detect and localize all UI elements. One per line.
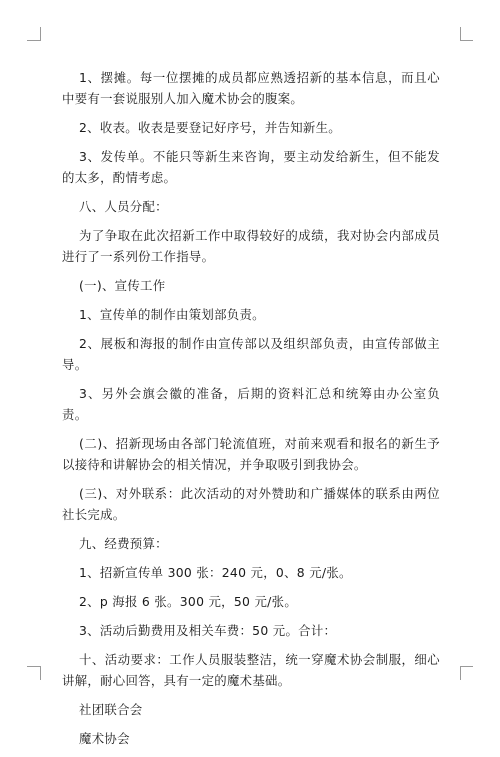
paragraph-collect-forms: 2、收表。收表是要登记好序号，并告知新生。 [79,120,341,135]
crop-mark-top-right [460,40,473,41]
paragraph-hand-out-flyers: 3、发传单。不能只等新生来咨询，要主动发给新生，但不能发的太多，酌情考虑。 [62,149,440,185]
section-heading-staffing: 八、人员分配： [79,199,168,214]
paragraph-flyer-production: 1、宣传单的制作由策划部负责。 [79,307,265,322]
paragraph-poster-production: 2、展板和海报的制作由宣传部以及组织部负责，由宣传部做主导。 [62,336,440,372]
section-heading-requirements: 十、活动要求：工作人员服装整洁，统一穿魔术协会制服，细心讲解，耐心回答，具有一定的魔术基础。 [62,652,440,688]
crop-mark-bottom-left [40,666,41,680]
budget-item-flyers: 1、招新宣传单 300 张：240 元，0、8 元/张。 [79,565,352,580]
section-heading-budget: 九、经费预算： [79,536,168,551]
crop-mark-top-left [40,27,41,41]
crop-mark-bottom-right [460,666,473,667]
budget-item-posters: 2、p 海报 6 张。300 元，50 元/张。 [79,594,298,609]
document-body [62,67,440,757]
budget-item-logistics: 3、活动后勤费用及相关车费：50 元。合计： [79,623,337,638]
paragraph-staffing-intro: 为了争取在此次招新工作中取得较好的成绩，我对协会内部成员进行了一系列份工作指导。 [62,228,440,264]
crop-mark-top-right [460,27,461,41]
paragraph-on-site-duty: (二)、招新现场由各部门轮流值班，对前来观看和报名的新生予以接待和讲解协会的相关情况，并争取吸引到我协会。 [62,436,440,472]
paragraph-external-contact: (三)、对外联系：此次活动的对外赞助和广播媒体的联系由两位社长完成。 [62,486,440,522]
signature-magic-club: 魔术协会 [79,731,130,746]
crop-mark-top-left [27,40,40,41]
crop-mark-bottom-left [27,666,40,667]
signature-union: 社团联合会 [79,702,143,717]
subheading-publicity: (一)、宣传工作 [79,278,166,293]
paragraph-setup-stall: 1、摆摊。每一位摆摊的成员都应熟透招新的基本信息，而且心中要有一套说服别人加入魔术协会的腹案。 [62,70,440,106]
paragraph-flag-and-emblem: 3、另外会旗会徽的准备，后期的资料汇总和统筹由办公室负责。 [62,386,440,422]
crop-mark-bottom-right [460,666,461,680]
